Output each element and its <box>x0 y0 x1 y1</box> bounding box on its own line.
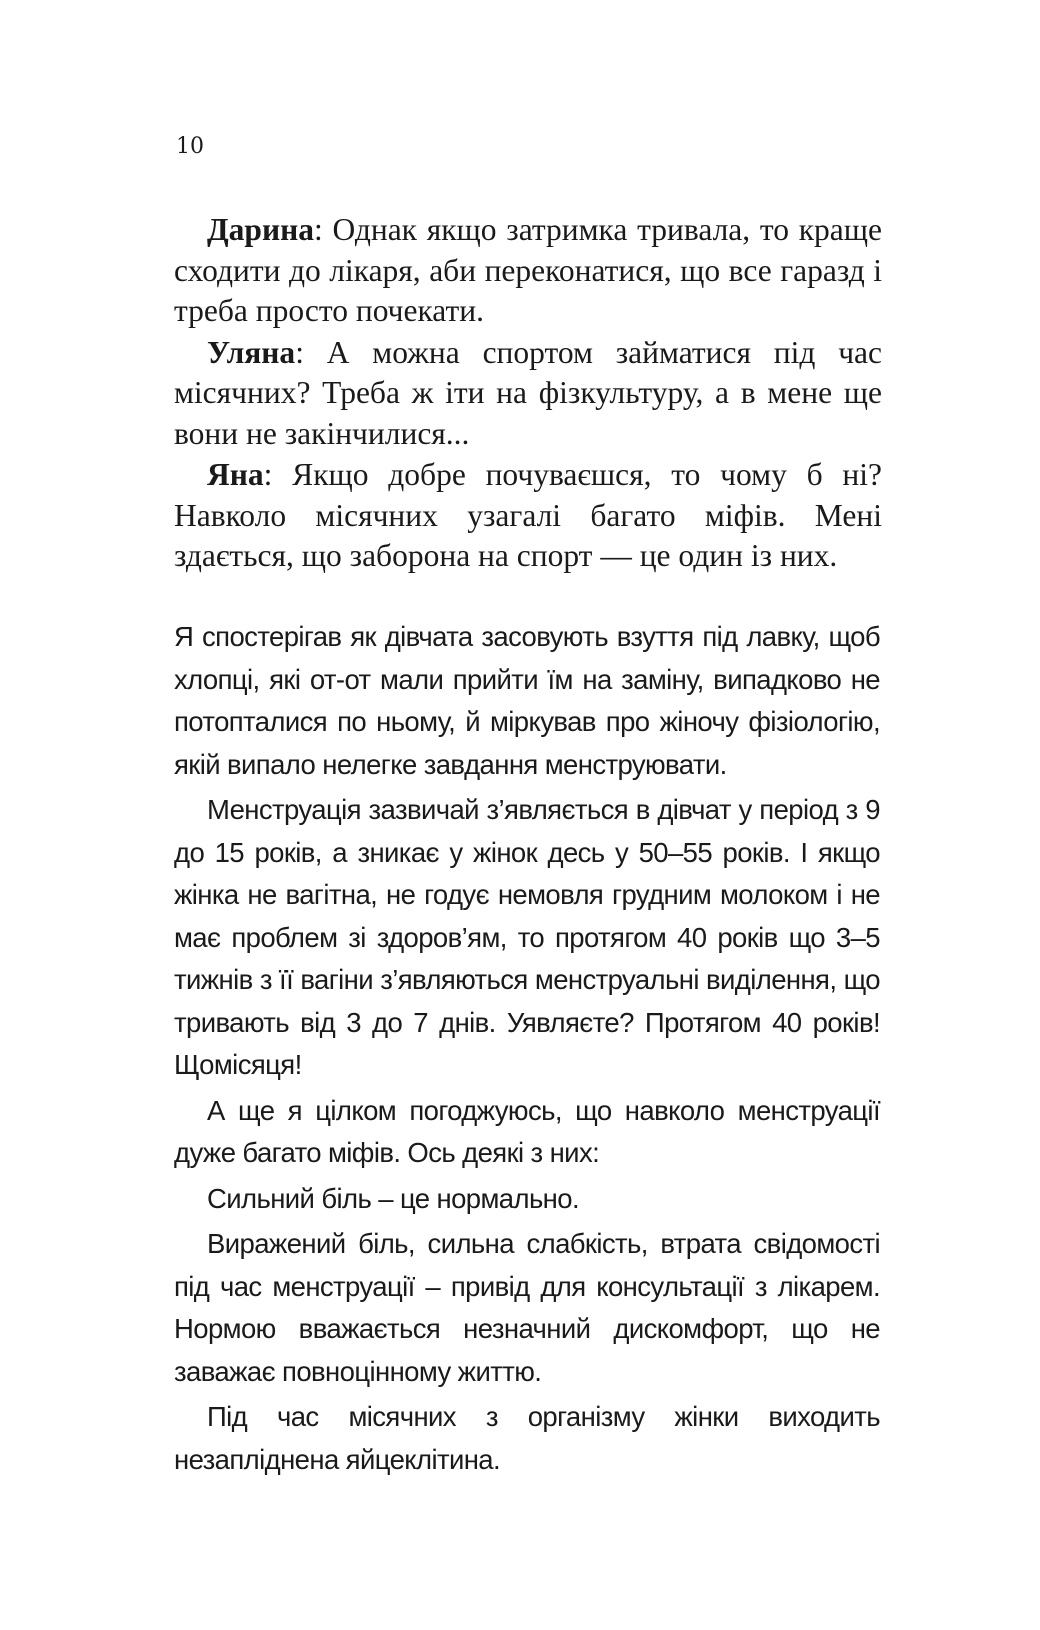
narrative-section <box>174 616 880 1484</box>
myth-heading: Під час місячних з організму жінки виходить незапліднена яйцеклітина. <box>174 1401 880 1475</box>
narrative-paragraph: А ще я цілком погоджуюсь, що навколо менструації дуже багато міфів. Ось деякі з них: <box>174 1094 880 1168</box>
speaker-name: Дарина <box>207 212 314 247</box>
dialogue-line-yana <box>174 455 882 577</box>
dialogue-line-darina <box>174 210 882 332</box>
dialogue-text: : Якщо добре почуваєшся, то чому б ні? Навколо місячних узагалі багато міфів. Мені здається, що заборона на спорт — це один із них. <box>174 457 882 573</box>
speaker-name: Уляна <box>207 334 296 370</box>
page-number: 10 <box>176 134 204 159</box>
dialogue-section <box>174 210 882 578</box>
narrative-paragraph: Менструація зазвичай з’являється в дівчат у період з 9 до 15 років, а зникає у жінок десь у 50–55 років. І якщо жінка не вагітна, не годує немовля грудним молоком і не має проблем зі здоров’ям, то протягом 40 років що 3–5 тижнів з її вагіни з’являються менструальні виділення, що тривають від 3 до 7 днів. Уявляєте? Протягом 40 років! Щомісяця! <box>174 794 880 1080</box>
narrative-paragraph: Я спостерігав як дівчата засовують взуття під лавку, щоб хлопці, які от-от мали прийти їм на заміну, випадково не потопталися по ньому, й міркував про жіночу фізіологію, якій випало нелегке завдання менструювати. <box>174 621 880 780</box>
narrative-paragraph: Виражений біль, сильна слабкість, втрата свідомості під час менструації – привід для консультації з лікарем. Нормою вважається незначний дискомфорт, що не заважає повноцінному життю. <box>174 1228 880 1387</box>
dialogue-text: : Однак якщо затримка тривала, то краще сходити до лікаря, аби переконатися, що все гаразд і треба просто почекати. <box>174 212 882 328</box>
dialogue-text: : А можна спортом займатися під час місячних? Треба ж іти на фізкультуру, а в мене ще вони не закінчилися... <box>174 334 882 451</box>
dialogue-line-uliana <box>174 333 882 455</box>
myth-heading: Сильний біль – це нормально. <box>207 1182 580 1214</box>
speaker-name: Яна <box>207 457 264 492</box>
